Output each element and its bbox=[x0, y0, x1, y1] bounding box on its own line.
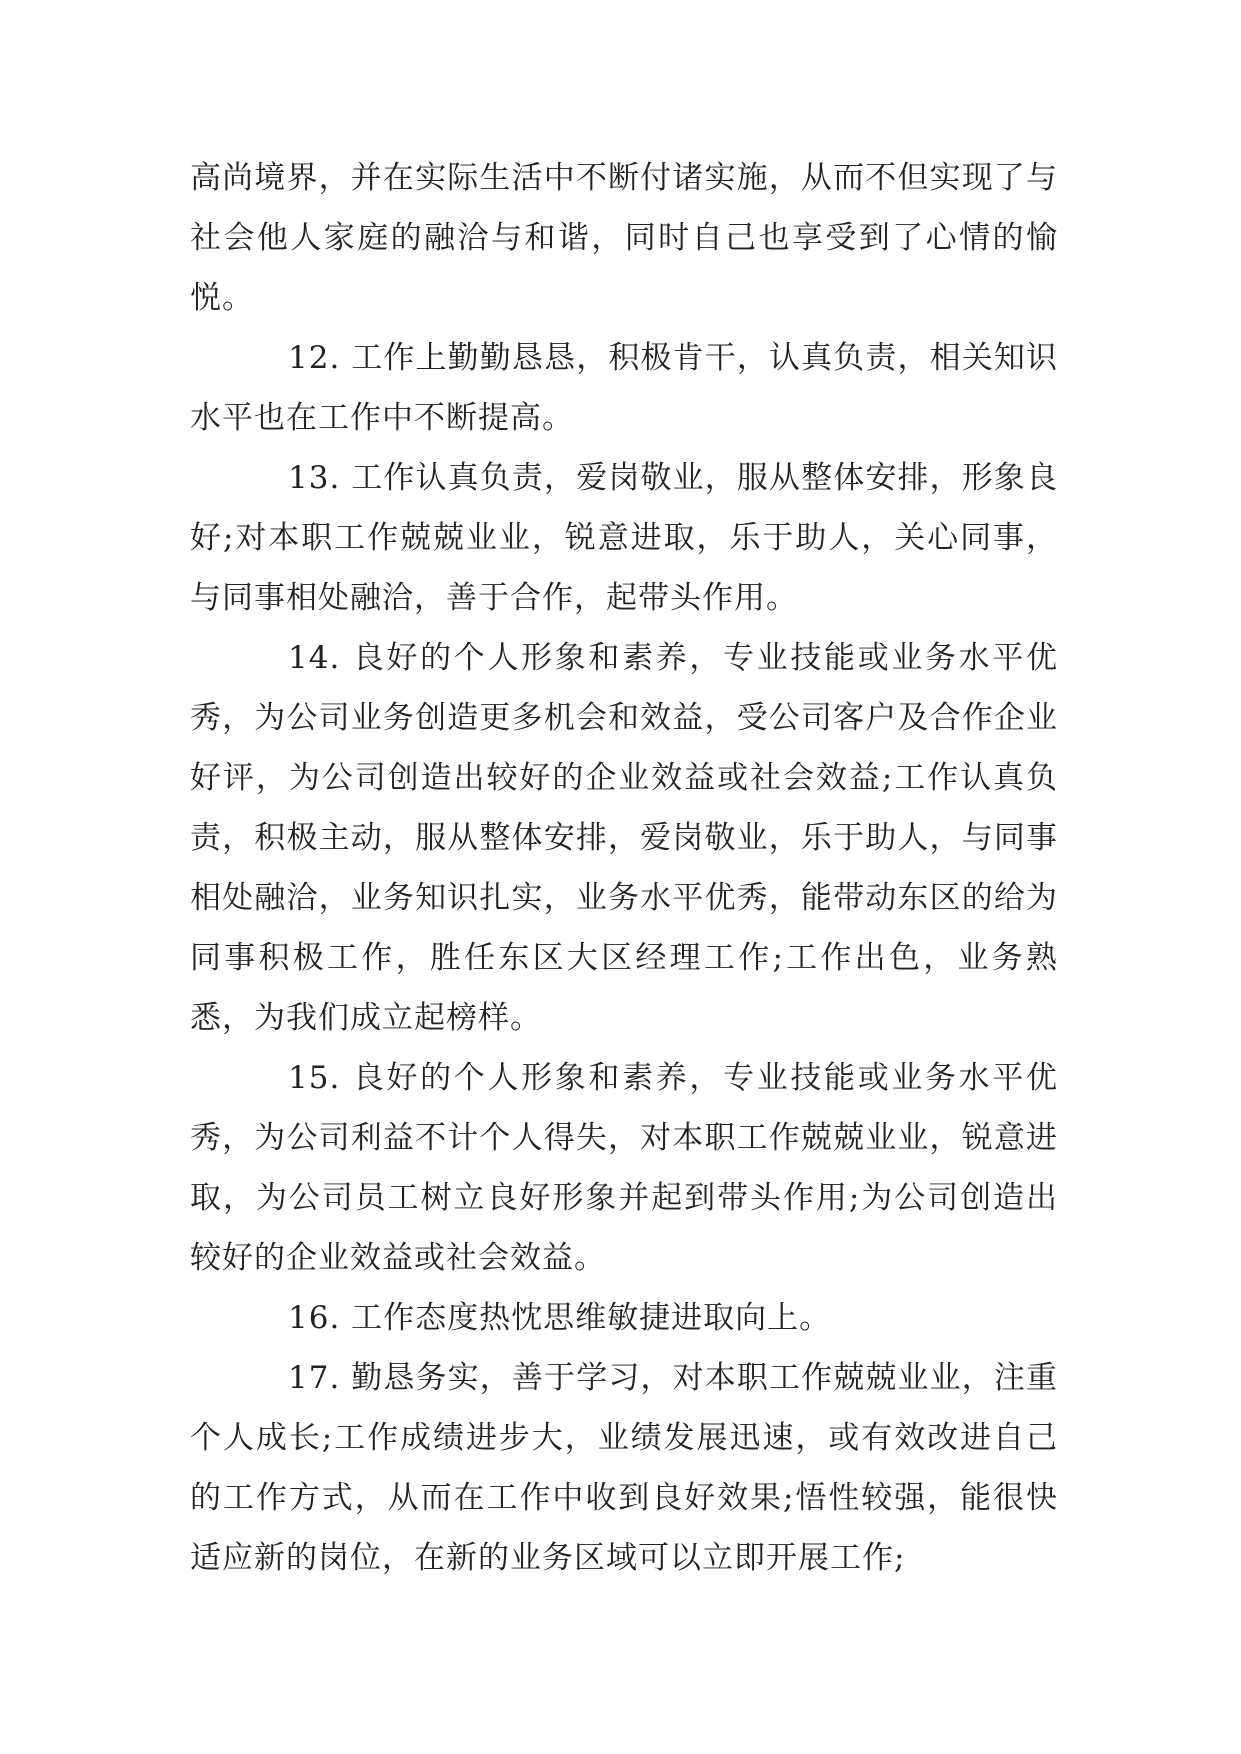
paragraph-item-17: 17. 勤恳务实，善于学习，对本职工作兢兢业业，注重个人成长;工作成绩进步大，业绩发展迅速，或有效改进自己的工作方式，从而在工作中收到良好效果;悟性较强，能很快适应新的岗位，在新的业务区域可以立即开展工作; bbox=[190, 1360, 1058, 1576]
paragraph-item-12: 12. 工作上勤勤恳恳，积极肯干，认真负责，相关知识水平也在工作中不断提高。 bbox=[190, 340, 1058, 436]
paragraph-item-14: 14. 良好的个人形象和素养，专业技能或业务水平优秀，为公司业务创造更多机会和效益，受公司客户及合作企业好评，为公司创造出较好的企业效益或社会效益;工作认真负责，积极主动，服从整体安排，爱岗敬业，乐于助人，与同事相处融洽，业务知识扎实，业务水平优秀，能带动东区的给为同事积极工作，胜任东区大区经理工作;工作出色，业务熟悉，为我们成立起榜样。 bbox=[190, 640, 1058, 1036]
paragraph-continuation: 高尚境界，并在实际生活中不断付诸实施，从而不但实现了与社会他人家庭的融洽与和谐，同时自己也享受到了心情的愉悦。 bbox=[190, 160, 1058, 316]
paragraph-item-13: 13. 工作认真负责，爱岗敬业，服从整体安排，形象良好;对本职工作兢兢业业，锐意进取，乐于助人，关心同事，与同事相处融洽，善于合作，起带头作用。 bbox=[190, 460, 1058, 616]
document-body bbox=[190, 148, 1058, 1588]
paragraph-item-15: 15. 良好的个人形象和素养，专业技能或业务水平优秀，为公司利益不计个人得失，对本职工作兢兢业业，锐意进取，为公司员工树立良好形象并起到带头作用;为公司创造出较好的企业效益或社会效益。 bbox=[190, 1060, 1058, 1276]
paragraph-item-16: 16. 工作态度热忱思维敏捷进取向上。 bbox=[288, 1300, 832, 1336]
